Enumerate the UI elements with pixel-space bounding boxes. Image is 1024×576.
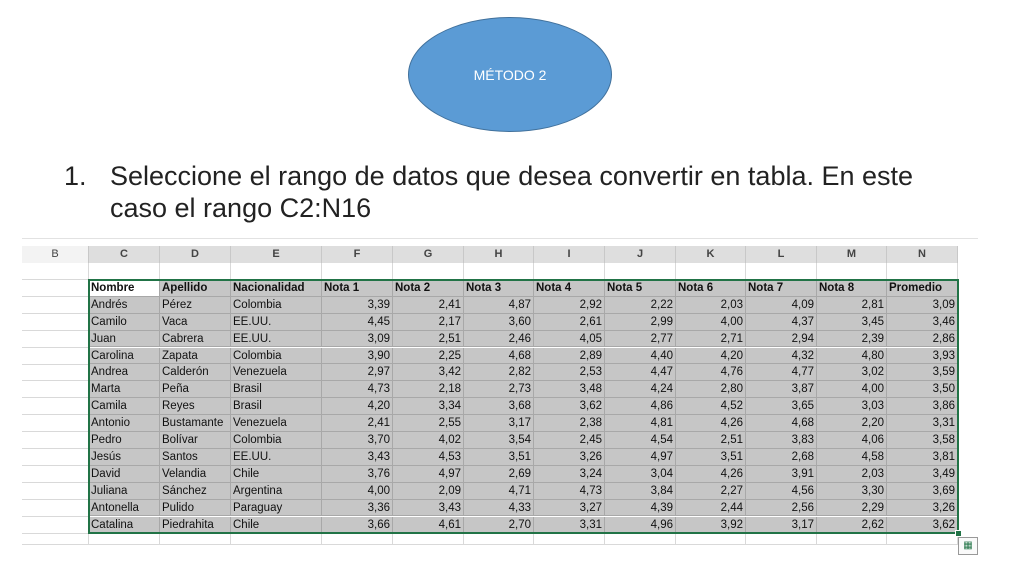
- table-cell[interactable]: 3,31: [534, 517, 605, 534]
- table-cell[interactable]: 4,26: [676, 466, 746, 483]
- table-cell[interactable]: 3,04: [605, 466, 676, 483]
- table-cell[interactable]: 2,27: [676, 483, 746, 500]
- table-cell[interactable]: 2,89: [534, 348, 605, 365]
- table-cell[interactable]: 2,38: [534, 415, 605, 432]
- table-cell[interactable]: Venezuela: [231, 415, 322, 432]
- empty-cell[interactable]: [464, 533, 534, 545]
- table-cell[interactable]: 2,68: [746, 449, 817, 466]
- table-cell[interactable]: Argentina: [231, 483, 322, 500]
- table-cell[interactable]: 3,60: [464, 314, 534, 331]
- table-cell[interactable]: 2,18: [393, 381, 464, 398]
- table-cell[interactable]: 3,45: [817, 314, 887, 331]
- table-cell[interactable]: Pulido: [160, 500, 231, 517]
- empty-cell[interactable]: [393, 533, 464, 545]
- table-cell[interactable]: Calderón: [160, 364, 231, 381]
- column-header-d[interactable]: D: [160, 246, 231, 263]
- column-header-e[interactable]: E: [231, 246, 322, 263]
- table-cell[interactable]: 2,77: [605, 331, 676, 348]
- table-cell[interactable]: Colombia: [231, 297, 322, 314]
- table-cell[interactable]: Juan: [89, 331, 160, 348]
- column-header-f[interactable]: F: [322, 246, 393, 263]
- table-cell[interactable]: 4,00: [817, 381, 887, 398]
- table-cell[interactable]: 2,80: [676, 381, 746, 398]
- table-cell[interactable]: Reyes: [160, 398, 231, 415]
- header-cell[interactable]: Nota 1: [322, 280, 393, 297]
- table-cell[interactable]: 4,80: [817, 348, 887, 365]
- header-cell[interactable]: Nota 2: [393, 280, 464, 297]
- table-cell[interactable]: Camila: [89, 398, 160, 415]
- table-cell[interactable]: 4,97: [393, 466, 464, 483]
- table-cell[interactable]: 3,43: [322, 449, 393, 466]
- table-cell[interactable]: 4,86: [605, 398, 676, 415]
- table-cell[interactable]: 4,02: [393, 432, 464, 449]
- empty-cell[interactable]: [231, 263, 322, 280]
- table-cell[interactable]: Piedrahita: [160, 517, 231, 534]
- table-cell[interactable]: 4,56: [746, 483, 817, 500]
- table-cell[interactable]: 2,25: [393, 348, 464, 365]
- empty-cell[interactable]: [160, 533, 231, 545]
- table-cell[interactable]: Brasil: [231, 381, 322, 398]
- table-cell[interactable]: 3,03: [817, 398, 887, 415]
- quick-analysis-icon[interactable]: ▦: [958, 537, 978, 555]
- table-cell[interactable]: Colombia: [231, 348, 322, 365]
- empty-cell[interactable]: [22, 381, 89, 398]
- table-cell[interactable]: 4,52: [676, 398, 746, 415]
- empty-cell[interactable]: [22, 500, 89, 517]
- empty-cell[interactable]: [22, 533, 89, 545]
- instruction-number: 1.: [64, 161, 87, 191]
- table-cell[interactable]: 3,83: [746, 432, 817, 449]
- table-cell[interactable]: 2,69: [464, 466, 534, 483]
- table-cell[interactable]: 3,86: [887, 398, 958, 415]
- table-cell[interactable]: EE.UU.: [231, 314, 322, 331]
- table-cell[interactable]: 2,45: [534, 432, 605, 449]
- table-cell[interactable]: 2,86: [887, 331, 958, 348]
- table-cell[interactable]: 2,20: [817, 415, 887, 432]
- header-cell[interactable]: Nota 7: [746, 280, 817, 297]
- table-cell[interactable]: 4,73: [534, 483, 605, 500]
- table-cell[interactable]: Andrea: [89, 364, 160, 381]
- table-cell[interactable]: 3,17: [746, 517, 817, 534]
- table-cell[interactable]: Marta: [89, 381, 160, 398]
- table-cell[interactable]: 3,26: [534, 449, 605, 466]
- table-cell[interactable]: 3,93: [887, 348, 958, 365]
- table-cell[interactable]: 4,96: [605, 517, 676, 534]
- table-cell[interactable]: Vaca: [160, 314, 231, 331]
- empty-cell[interactable]: [22, 263, 89, 280]
- table-cell[interactable]: 3,70: [322, 432, 393, 449]
- column-header-j[interactable]: J: [605, 246, 676, 263]
- table-cell[interactable]: 3,30: [817, 483, 887, 500]
- empty-cell[interactable]: [22, 415, 89, 432]
- table-cell[interactable]: 3,27: [534, 500, 605, 517]
- table-cell[interactable]: 4,32: [746, 348, 817, 365]
- empty-cell[interactable]: [22, 314, 89, 331]
- table-cell[interactable]: 2,73: [464, 381, 534, 398]
- empty-cell[interactable]: [534, 533, 605, 545]
- metodo-label: MÉTODO 2: [473, 66, 547, 83]
- table-cell[interactable]: Bustamante: [160, 415, 231, 432]
- table-cell[interactable]: Zapata: [160, 348, 231, 365]
- table-cell[interactable]: Antonio: [89, 415, 160, 432]
- table-cell[interactable]: 4,24: [605, 381, 676, 398]
- empty-cell[interactable]: [22, 297, 89, 314]
- table-cell[interactable]: 3,09: [887, 297, 958, 314]
- header-cell[interactable]: Nombre: [89, 280, 160, 297]
- table-cell[interactable]: 4,06: [817, 432, 887, 449]
- empty-cell[interactable]: [22, 432, 89, 449]
- table-cell[interactable]: 4,40: [605, 348, 676, 365]
- table-cell[interactable]: 3,90: [322, 348, 393, 365]
- table-cell[interactable]: 2,29: [817, 500, 887, 517]
- table-cell[interactable]: Carolina: [89, 348, 160, 365]
- empty-cell[interactable]: [22, 348, 89, 365]
- table-cell[interactable]: Juliana: [89, 483, 160, 500]
- table-cell[interactable]: 4,05: [534, 331, 605, 348]
- column-header-b[interactable]: B: [22, 246, 89, 263]
- table-cell[interactable]: Santos: [160, 449, 231, 466]
- empty-cell[interactable]: [676, 263, 746, 280]
- table-cell[interactable]: 2,46: [464, 331, 534, 348]
- table-cell[interactable]: 3,42: [393, 364, 464, 381]
- table-cell[interactable]: 3,62: [534, 398, 605, 415]
- table-cell[interactable]: 4,76: [676, 364, 746, 381]
- table-cell[interactable]: David: [89, 466, 160, 483]
- header-cell[interactable]: Nota 3: [464, 280, 534, 297]
- table-cell[interactable]: 3,84: [605, 483, 676, 500]
- table-cell[interactable]: 3,62: [887, 517, 958, 534]
- empty-cell[interactable]: [817, 533, 887, 545]
- table-cell[interactable]: 3,39: [322, 297, 393, 314]
- table-cell[interactable]: Cabrera: [160, 331, 231, 348]
- table-cell[interactable]: 3,54: [464, 432, 534, 449]
- table-cell[interactable]: 2,56: [746, 500, 817, 517]
- table-cell[interactable]: 2,09: [393, 483, 464, 500]
- table-cell[interactable]: 2,97: [322, 364, 393, 381]
- empty-cell[interactable]: [89, 533, 160, 545]
- table-cell[interactable]: 3,24: [534, 466, 605, 483]
- instruction-list-item: [64, 160, 964, 224]
- header-cell[interactable]: Apellido: [160, 280, 231, 297]
- table-cell[interactable]: 3,02: [817, 364, 887, 381]
- column-header-n[interactable]: N: [887, 246, 958, 263]
- table-cell[interactable]: Pedro: [89, 432, 160, 449]
- empty-cell[interactable]: [22, 364, 89, 381]
- sheet-top-divider: [22, 238, 978, 239]
- table-cell[interactable]: 2,22: [605, 297, 676, 314]
- table-cell[interactable]: 2,71: [676, 331, 746, 348]
- table-cell[interactable]: 2,03: [817, 466, 887, 483]
- table-cell[interactable]: Catalina: [89, 517, 160, 534]
- table-cell[interactable]: 3,43: [393, 500, 464, 517]
- table-cell[interactable]: 2,61: [534, 314, 605, 331]
- metodo-shape: [408, 17, 612, 132]
- empty-cell[interactable]: [22, 331, 89, 348]
- header-cell[interactable]: Promedio: [887, 280, 958, 297]
- empty-cell[interactable]: [746, 263, 817, 280]
- table-cell[interactable]: 4,58: [817, 449, 887, 466]
- empty-cell[interactable]: [887, 533, 958, 545]
- empty-cell[interactable]: [22, 398, 89, 415]
- table-cell[interactable]: 4,00: [322, 483, 393, 500]
- table-cell[interactable]: Bolívar: [160, 432, 231, 449]
- table-cell[interactable]: 3,68: [464, 398, 534, 415]
- header-cell[interactable]: Nota 5: [605, 280, 676, 297]
- empty-cell[interactable]: [322, 263, 393, 280]
- table-cell[interactable]: 3,36: [322, 500, 393, 517]
- table-cell[interactable]: 4,77: [746, 364, 817, 381]
- table-cell[interactable]: 2,94: [746, 331, 817, 348]
- table-cell[interactable]: 4,26: [676, 415, 746, 432]
- empty-cell[interactable]: [605, 263, 676, 280]
- column-header-c[interactable]: C: [89, 246, 160, 263]
- table-cell[interactable]: 4,71: [464, 483, 534, 500]
- table-cell[interactable]: 3,31: [887, 415, 958, 432]
- empty-cell[interactable]: [676, 533, 746, 545]
- table-cell[interactable]: 3,66: [322, 517, 393, 534]
- table-cell[interactable]: 3,81: [887, 449, 958, 466]
- table-cell[interactable]: 4,39: [605, 500, 676, 517]
- table-cell[interactable]: Brasil: [231, 398, 322, 415]
- header-cell[interactable]: Nota 6: [676, 280, 746, 297]
- empty-cell[interactable]: [160, 263, 231, 280]
- table-cell[interactable]: 3,65: [746, 398, 817, 415]
- column-header-h[interactable]: H: [464, 246, 534, 263]
- table-cell[interactable]: 2,62: [817, 517, 887, 534]
- header-cell[interactable]: Nota 4: [534, 280, 605, 297]
- table-cell[interactable]: 3,51: [464, 449, 534, 466]
- table-cell[interactable]: Paraguay: [231, 500, 322, 517]
- header-cell[interactable]: Nacionalidad: [231, 280, 322, 297]
- table-cell[interactable]: 4,61: [393, 517, 464, 534]
- table-cell[interactable]: Chile: [231, 517, 322, 534]
- table-cell[interactable]: 4,45: [322, 314, 393, 331]
- table-cell[interactable]: 4,00: [676, 314, 746, 331]
- empty-cell[interactable]: [887, 263, 958, 280]
- table-cell[interactable]: Velandia: [160, 466, 231, 483]
- table-cell[interactable]: 2,03: [676, 297, 746, 314]
- table-cell[interactable]: 2,44: [676, 500, 746, 517]
- empty-cell[interactable]: [231, 533, 322, 545]
- table-cell[interactable]: Venezuela: [231, 364, 322, 381]
- empty-cell[interactable]: [22, 449, 89, 466]
- table-cell[interactable]: 2,51: [676, 432, 746, 449]
- table-cell[interactable]: 4,87: [464, 297, 534, 314]
- table-cell[interactable]: 2,41: [322, 415, 393, 432]
- table-cell[interactable]: 4,09: [746, 297, 817, 314]
- table-cell[interactable]: 4,20: [322, 398, 393, 415]
- table-cell[interactable]: Andrés: [89, 297, 160, 314]
- table-cell[interactable]: 2,99: [605, 314, 676, 331]
- column-header-k[interactable]: K: [676, 246, 746, 263]
- table-cell[interactable]: Antonella: [89, 500, 160, 517]
- table-cell[interactable]: 3,59: [887, 364, 958, 381]
- empty-cell[interactable]: [605, 533, 676, 545]
- empty-cell[interactable]: [89, 263, 160, 280]
- table-cell[interactable]: 2,41: [393, 297, 464, 314]
- table-cell[interactable]: 4,54: [605, 432, 676, 449]
- table-cell[interactable]: 2,53: [534, 364, 605, 381]
- table-cell[interactable]: EE.UU.: [231, 331, 322, 348]
- table-cell[interactable]: 3,34: [393, 398, 464, 415]
- table-cell[interactable]: 4,20: [676, 348, 746, 365]
- column-header-i[interactable]: I: [534, 246, 605, 263]
- table-cell[interactable]: 2,81: [817, 297, 887, 314]
- empty-cell[interactable]: [534, 263, 605, 280]
- table-cell[interactable]: Peña: [160, 381, 231, 398]
- table-cell[interactable]: 2,39: [817, 331, 887, 348]
- empty-cell[interactable]: [22, 280, 89, 297]
- table-cell[interactable]: 4,81: [605, 415, 676, 432]
- table-cell[interactable]: 4,33: [464, 500, 534, 517]
- table-cell[interactable]: 4,68: [746, 415, 817, 432]
- table-cell[interactable]: 3,58: [887, 432, 958, 449]
- empty-cell[interactable]: [817, 263, 887, 280]
- table-cell[interactable]: 2,51: [393, 331, 464, 348]
- column-header-l[interactable]: L: [746, 246, 817, 263]
- table-cell[interactable]: 4,47: [605, 364, 676, 381]
- column-header-m[interactable]: M: [817, 246, 887, 263]
- empty-cell[interactable]: [322, 533, 393, 545]
- table-cell[interactable]: 2,17: [393, 314, 464, 331]
- table-cell[interactable]: 2,55: [393, 415, 464, 432]
- table-cell[interactable]: Camilo: [89, 314, 160, 331]
- table-cell[interactable]: 3,17: [464, 415, 534, 432]
- table-cell[interactable]: 4,53: [393, 449, 464, 466]
- table-cell[interactable]: 2,82: [464, 364, 534, 381]
- empty-cell[interactable]: [746, 533, 817, 545]
- table-cell[interactable]: 4,73: [322, 381, 393, 398]
- table-cell[interactable]: 3,51: [676, 449, 746, 466]
- table-cell[interactable]: 2,92: [534, 297, 605, 314]
- table-cell[interactable]: 3,50: [887, 381, 958, 398]
- table-cell[interactable]: Pérez: [160, 297, 231, 314]
- empty-cell[interactable]: [22, 483, 89, 500]
- table-cell[interactable]: 3,76: [322, 466, 393, 483]
- table-cell[interactable]: 3,91: [746, 466, 817, 483]
- table-cell[interactable]: 3,26: [887, 500, 958, 517]
- table-cell[interactable]: 3,92: [676, 517, 746, 534]
- table-cell[interactable]: 4,97: [605, 449, 676, 466]
- table-cell[interactable]: Jesús: [89, 449, 160, 466]
- table-cell[interactable]: EE.UU.: [231, 449, 322, 466]
- table-cell[interactable]: 3,69: [887, 483, 958, 500]
- table-cell[interactable]: 3,46: [887, 314, 958, 331]
- empty-cell[interactable]: [464, 263, 534, 280]
- empty-cell[interactable]: [22, 517, 89, 534]
- header-cell[interactable]: Nota 8: [817, 280, 887, 297]
- table-cell[interactable]: 3,49: [887, 466, 958, 483]
- table-cell[interactable]: 3,09: [322, 331, 393, 348]
- empty-cell[interactable]: [22, 466, 89, 483]
- table-cell[interactable]: Sánchez: [160, 483, 231, 500]
- table-cell[interactable]: 2,70: [464, 517, 534, 534]
- table-cell[interactable]: 3,87: [746, 381, 817, 398]
- table-cell[interactable]: 3,48: [534, 381, 605, 398]
- table-cell[interactable]: Colombia: [231, 432, 322, 449]
- instruction-text: Seleccione el rango de datos que desea convertir en tabla. En este caso el rango C2:N16: [110, 161, 914, 223]
- column-header-g[interactable]: G: [393, 246, 464, 263]
- empty-cell[interactable]: [393, 263, 464, 280]
- table-cell[interactable]: 4,37: [746, 314, 817, 331]
- table-cell[interactable]: 4,68: [464, 348, 534, 365]
- table-cell[interactable]: Chile: [231, 466, 322, 483]
